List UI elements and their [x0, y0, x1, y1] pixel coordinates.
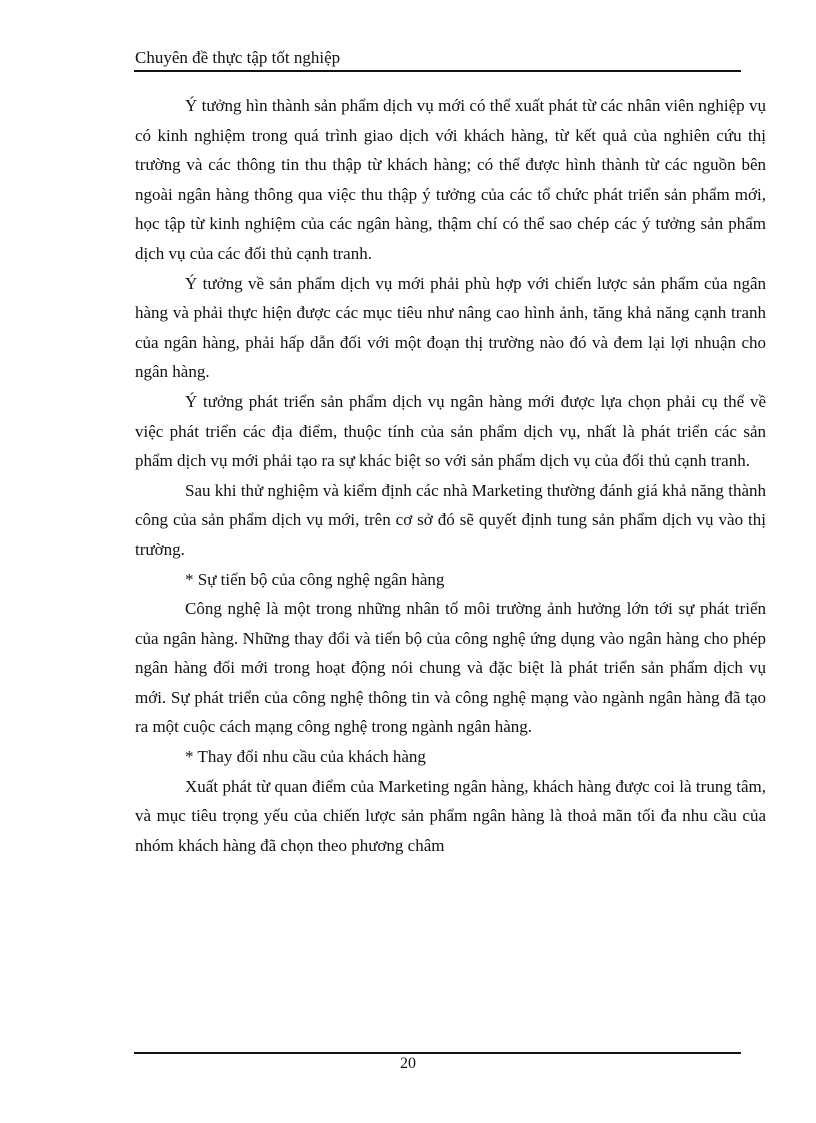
subheading-customer-needs: * Thay đổi nhu cầu của khách hàng	[185, 747, 426, 767]
running-header-title: Chuyên đề thực tập tốt nghiệp	[135, 48, 341, 67]
subheading-technology: * Sự tiến bộ của công nghệ ngân hàng	[185, 569, 445, 589]
paragraph-technology: Công nghệ là một trong những nhân tố môi trường ảnh hưởng lớn tới sự phát triển của ngân hàng. Những thay đổi và tiến bộ của công nghệ ứng dụng vào ngân hàng cho phép ngân hàng đổi mới trong hoạt động nói chung và đặc biệt là phát triển sản phẩm dịch vụ mới. Sự phát triển của công nghệ thông tin và công nghệ mạng vào ngành ngân hàng đã tạo ra một cuộc cách mạng công nghệ trong ngành ngân hàng.	[135, 599, 766, 737]
paragraph-idea-sources: Ý tưởng hìn thành sản phẩm dịch vụ mới có thể xuất phát từ các nhân viên nghiệp vụ có kinh nghiệm trong quá trình giao dịch với khách hàng, từ kết quả của nghiên cứu thị trường và các thông tin thu thập từ khách hàng; có thể được hình thành từ các nguồn bên ngoài ngân hàng thông qua việc thu thập ý tưởng của các tổ chức phát triển sản phẩm mới, học tập từ kinh nghiệm của các ngân hàng, thậm chí có thể sao chép các ý tưởng sản phẩm dịch vụ của các đối thủ cạnh tranh.	[135, 96, 766, 263]
paragraph-customer-needs: Xuất phát từ quan điểm của Marketing ngân hàng, khách hàng được coi là trung tâm, và mục tiêu trọng yếu của chiến lược sản phẩm ngân hàng là thoả mãn tối đa nhu cầu của nhóm khách hàng đã chọn theo phương châm	[135, 776, 766, 855]
paragraph-testing: Sau khi thử nghiệm và kiểm định các nhà Marketing thường đánh giá khả năng thành công của sản phẩm dịch vụ mới, trên cơ sở đó sẽ quyết định tung sản phẩm dịch vụ vào thị trường.	[135, 480, 766, 559]
header-divider	[134, 70, 741, 72]
paragraph-idea-selection: Ý tưởng phát triển sản phẩm dịch vụ ngân hàng mới được lựa chọn phải cụ thể về việc phát triển các địa điểm, thuộc tính của sản phẩm dịch vụ, nhất là phát triển các sản phẩm dịch vụ mới phải tạo ra sự khác biệt so với sản phẩm dịch vụ của đối thủ cạnh tranh.	[135, 391, 766, 471]
paragraph-idea-strategy: Ý tưởng về sản phẩm dịch vụ mới phải phù hợp với chiến lược sản phẩm của ngân hàng và phải thực hiện được các mục tiêu như nâng cao hình ảnh, tăng khả năng cạnh tranh của ngân hàng, phải hấp dẫn đối với một đoạn thị trường nào đó và đem lại lợi nhuận cho ngân hàng.	[135, 273, 766, 382]
page-number: 20	[400, 1055, 416, 1072]
document-body	[135, 91, 766, 860]
